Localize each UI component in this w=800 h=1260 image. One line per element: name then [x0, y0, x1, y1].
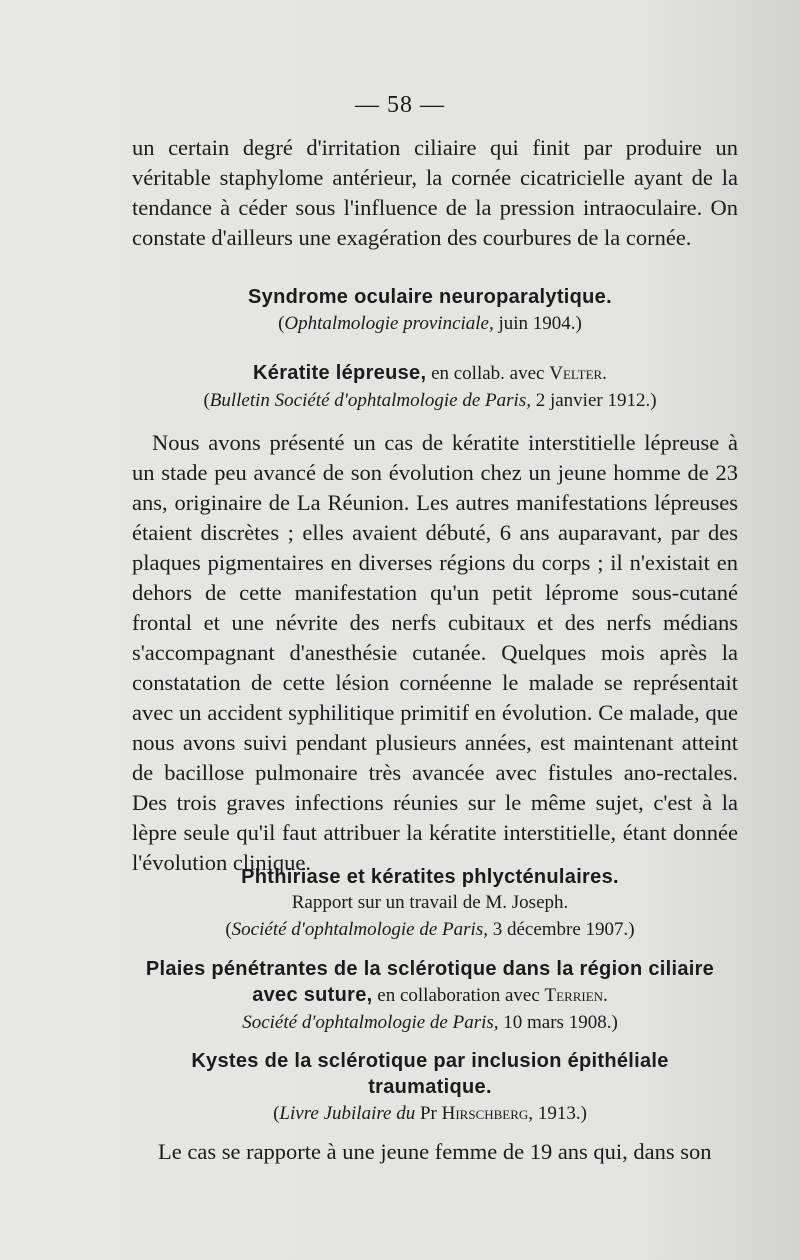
entry-keratite-lepreuse — [120, 360, 740, 415]
entry-title: Kératite lépreuse, en collab. avec Velter. — [253, 362, 607, 384]
entry-title: Phthiriase et kératites phlycténulaires. — [241, 866, 619, 888]
entry-title-line1: Kystes de la sclérotique par inclusion épithéliale — [191, 1050, 669, 1072]
page-number: — 58 — — [355, 92, 445, 118]
kystes-paragraph-block — [132, 1137, 738, 1167]
entry-phthiriase — [120, 864, 740, 944]
entry-title-line2: avec suture, en collaboration avec Terrien. — [252, 984, 608, 1006]
entry-source: (Société d'ophtalmologie de Paris, 3 décembre 1907.) — [225, 919, 635, 940]
intro-paragraph-block — [132, 133, 738, 253]
entry-title-line1: Plaies pénétrantes de la sclérotique dans la région ciliaire — [145, 958, 715, 980]
lepreuse-paragraph: Nous avons présenté un cas de kératite interstitielle lépreuse à un stade peu avancé de son évolution chez un jeune homme de 23 ans, originaire de La Réunion. Les autres manifestations lépreuses étaient discrètes ; elles avaient débuté, 6 ans auparavant, par des plaques pigmentaires en diverses régions du corps ; il n'existait en dehors de cette manifestation qu'un petit léprome sous-cutané frontal et une névrite des nerfs cubitaux et des nerfs médians s'accompagnant d'anesthésie cutanée. Quelques mois après la constatation de cette lésion cornéenne le malade se représentait avec un accident syphilitique primitif en évolution. Ce malade, que nous avons suivi pendant plusieurs années, est maintenant atteint de bacillose pulmonaire très avancée avec fistules ano-rectales. Des trois graves infections réunies sur le même sujet, c'est à la lèpre seule qu'il faut attribuer la kératite interstitielle, étant donnée l'évolution clinique. — [132, 430, 738, 875]
entry-plaies-penetrantes — [120, 956, 740, 1037]
lepreuse-paragraph-block — [132, 428, 738, 878]
entry-title-line2: traumatique. — [368, 1076, 492, 1098]
kystes-paragraph: Le cas se rapporte à une jeune femme de 19 ans qui, dans son — [158, 1139, 712, 1164]
entry-syndrome-neuroparalytique — [120, 284, 740, 338]
entry-source: (Ophtalmologie provinciale, juin 1904.) — [278, 313, 582, 334]
collaborator-name: Terrien. — [544, 985, 608, 1006]
collaborator-name: Velter. — [549, 363, 607, 384]
author-name: Hirschberg, — [441, 1103, 534, 1124]
entry-title: Syndrome oculaire neuroparalytique. — [248, 286, 612, 308]
entry-kystes-sclerotique — [120, 1048, 740, 1128]
entry-report-line: Rapport sur un travail de M. Joseph. — [291, 892, 569, 913]
entry-source: (Bulletin Société d'ophtalmologie de Paris, 2 janvier 1912.) — [203, 390, 657, 411]
entry-source: Société d'ophtalmologie de Paris, 10 mars 1908.) — [242, 1012, 618, 1033]
entry-source: (Livre Jubilaire du Pr Hirschberg, 1913.) — [273, 1103, 587, 1124]
intro-paragraph: un certain degré d'irritation ciliaire qui finit par produire un véritable staphylome antérieur, la cornée cicatricielle ayant de la tendance à céder sous l'influence de la pression intraoculaire. On constate d'ailleurs une exagération des courbures de la cornée. — [132, 135, 738, 250]
